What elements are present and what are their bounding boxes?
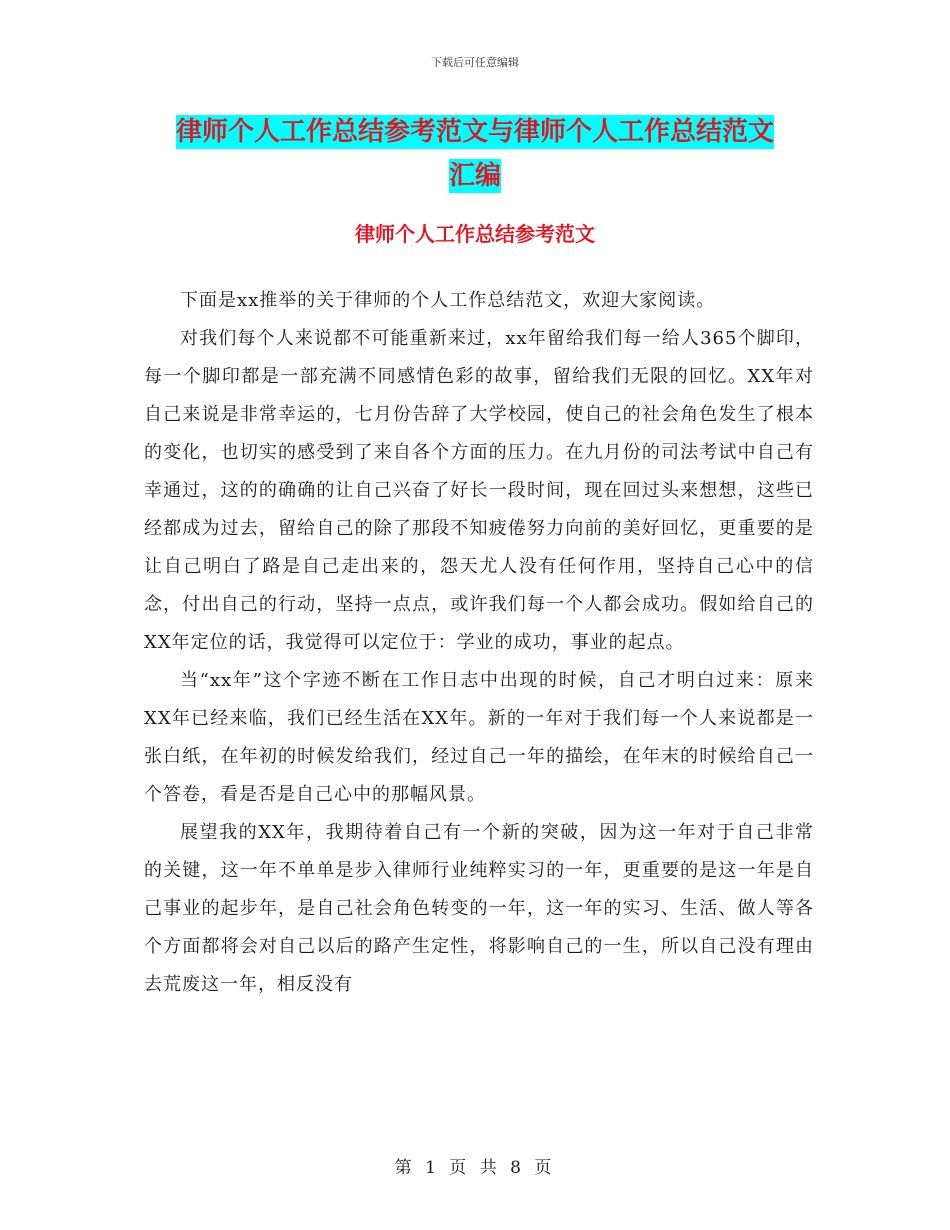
page-number: 第 1 页 共 8 页	[394, 1158, 556, 1178]
page-header-note: 下载后可任意编辑	[431, 56, 519, 69]
document-title-line-2: 汇编	[448, 161, 501, 191]
section-title: 律师个人工作总结参考范文	[355, 222, 595, 246]
document-title-line-1: 律师个人工作总结参考范文与律师个人工作总结范文	[175, 117, 774, 147]
paragraph-1: 下面是xx推举的关于律师的个人工作总结范文，欢迎大家阅读。	[180, 290, 716, 311]
paragraph-3: 当“xx年”这个字迹不断在工作日志中出现的时候，自己才明白过来：原来XX年已经来临，我们已经生活在XX年。新的一年对于我们每一个人来说都是一张白纸，在年初的时候发给我们，经过自己一年的描绘，在年末的时候给自己一个答卷，看是否是自己心中的那幅风景。	[144, 670, 814, 805]
paragraph-2: 对我们每个人来说都不可能重新来过，xx年留给我们每一给人365个脚印，每一个脚印都是一部充满不同感情色彩的故事，留给我们无限的回忆。XX年对自己来说是非常幸运的，七月份告辞了大学校园，使自己的社会角色发生了根本的变化，也切实的感受到了来自各个方面的压力。在九月份的司法考试中自己有幸通过，这的的确确的让自己兴奋了好长一段时间，现在回过头来想想，这些已经都成为过去，留给自己的除了那段不知疲倦努力向前的美好回忆，更重要的是让自己明白了路是自己走出来的，怨天尤人没有任何作用，坚持自己心中的信念，付出自己的行动，坚持一点点，或许我们每一个人都会成功。假如给自己的XX年定位的话，我觉得可以定位于：学业的成功，事业的起点。	[144, 328, 814, 653]
body-text	[144, 282, 814, 1004]
document-title	[0, 110, 950, 198]
paragraph-4: 展望我的XX年，我期待着自己有一个新的突破，因为这一年对于自己非常的关键，这一年不单单是步入律师行业纯粹实习的一年，更重要的是这一年是自己事业的起步年，是自己社会角色转变的一年，这一年的实习、生活、做人等各个方面都将会对自己以后的路产生定性，将影响自己的一生，所以自己没有理由去荒废这一年，相反没有	[144, 822, 814, 995]
